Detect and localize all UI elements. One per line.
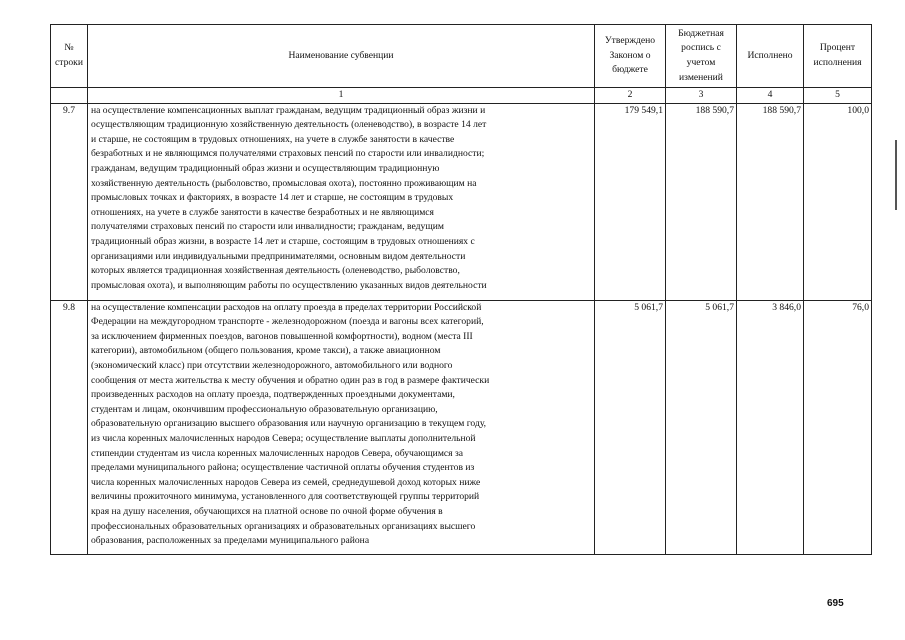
subvention-name-line: профессиональных образовательных организациях и образовательных организациях высшего — [91, 520, 476, 532]
header-row-number: № строки — [51, 25, 88, 88]
row-number: 9.7 — [51, 103, 88, 300]
subvention-name-line: промысловая охота), и выполняющим работы по осуществлению указанных видов деятельности — [91, 279, 487, 291]
subvention-name — [88, 103, 595, 300]
subvention-name-line: получателями страховых пенсий по старости или инвалидности; гражданам, ведущим — [91, 221, 444, 233]
subvention-name-line: безработных и не являющимся получателями страховых пенсий по старости или инвалидности; — [91, 148, 485, 160]
subvention-name — [88, 300, 595, 554]
subvention-name-line: образовательную организацию высшего образования или научную организацию в текущем году, — [91, 418, 487, 430]
page-number: 695 — [827, 598, 844, 609]
table-row — [51, 300, 872, 554]
subvention-name-line: (экономический класс) при отсутствии железнодорожного, автомобильного или водного — [91, 359, 453, 371]
subvention-name-line: за исключением фирменных поездов, вагонов повышенной комфортности), водном (места III — [91, 330, 473, 342]
header-approved: Утверждено Законом о бюджете — [595, 25, 666, 88]
column-index-row — [51, 88, 872, 104]
subvention-name-line: которых является традиционная хозяйственная деятельность (оленеводство, рыболовство, — [91, 265, 460, 277]
subvention-name-line: Федерации на междугородном транспорте - железнодорожном (поезда и вагоны всех категорий, — [91, 316, 484, 328]
table-header-row — [51, 25, 872, 88]
header-name: Наименование субвенции — [88, 25, 595, 88]
subvention-name-line: гражданам, ведущим традиционный образ жизни и осуществляющим традиционную — [91, 162, 440, 174]
column-index-cell: 4 — [737, 88, 804, 104]
percent-value: 76,0 — [804, 300, 872, 554]
row-number: 9.8 — [51, 300, 88, 554]
subvention-name-line: образования, расположенных за пределами муниципального района — [91, 535, 370, 547]
subvention-name-line: края на душу населения, обучающихся на платной основе по очной форме обучения в — [91, 505, 443, 517]
budget-schedule-value: 188 590,7 — [666, 103, 737, 300]
budget-schedule-value: 5 061,7 — [666, 300, 737, 554]
scan-edge-mark — [895, 140, 897, 210]
subvention-name-line: традиционный образ жизни, в возрасте 14 лет и старше, состоящим в трудовых отношениях с — [91, 235, 475, 247]
subvention-name-line: величины прожиточного минимума, установленного для соответствующей группы территорий — [91, 491, 480, 503]
column-index-cell — [51, 88, 88, 104]
subvention-name-line: из числа коренных малочисленных народов Севера; осуществление выплаты дополнительной — [91, 432, 476, 444]
subvention-name-line: сообщения от места жительства к месту обучения и обратно один раз в год в размере фактически — [91, 374, 490, 386]
subvention-name-line: на осуществление компенсации расходов на оплату проезда в пределах территории Российской — [91, 301, 482, 313]
column-index-cell: 2 — [595, 88, 666, 104]
subvention-name-line: и старше, не состоящим в трудовых отношениях, на учете в службе занятости в качестве — [91, 133, 455, 145]
executed-value: 3 846,0 — [737, 300, 804, 554]
table-row — [51, 103, 872, 300]
subvention-name-line: числа коренных малочисленных народов Севера из семей, среднедушевой доход которых ниже — [91, 476, 481, 488]
column-index-cell: 1 — [88, 88, 595, 104]
subvention-name-line: промысловых точках и факториях, в возрасте 14 лет и старше, не состоящим в трудовых — [91, 192, 454, 204]
header-budget-schedule: Бюджетная роспись с учетом изменений — [666, 25, 737, 88]
column-index-cell: 3 — [666, 88, 737, 104]
subvention-name-line: отношениях, на учете в службе занятости в качестве безработных и не являющимся — [91, 206, 434, 218]
subvention-name-line: осуществляющим традиционную хозяйственную деятельность (оленеводство), в возрасте 14 лет — [91, 119, 487, 131]
subvention-name-line: на осуществление компенсационных выплат гражданам, ведущим традиционный образ жизни и — [91, 104, 486, 116]
approved-value: 179 549,1 — [595, 103, 666, 300]
executed-value: 188 590,7 — [737, 103, 804, 300]
subvention-name-line: организациями или индивидуальными предпринимателями, основным видом деятельности — [91, 250, 466, 262]
header-executed: Исполнено — [737, 25, 804, 88]
subvention-name-line: студентам и лицам, окончившим профессиональную образовательную организацию, — [91, 403, 438, 415]
subvention-name-line: категории), автомобильном (общего пользования, кроме такси), а также авиационном — [91, 345, 441, 357]
header-percent: Процент исполнения — [804, 25, 872, 88]
subvention-name-line: хозяйственную деятельность (рыболовство, промысловая охота), постоянно проживающим на — [91, 177, 477, 189]
subvention-name-line: пределами муниципального района; осуществление частичной оплаты обучения студентов из — [91, 462, 475, 474]
approved-value: 5 061,7 — [595, 300, 666, 554]
percent-value: 100,0 — [804, 103, 872, 300]
subvention-name-line: стипендии студентам из числа коренных малочисленных народов Севера, обучающимся за — [91, 447, 464, 459]
subvention-table — [50, 24, 872, 555]
subvention-name-line: произведенных расходов на оплату проезда, подтвержденных проездными документами, — [91, 389, 455, 401]
column-index-cell: 5 — [804, 88, 872, 104]
